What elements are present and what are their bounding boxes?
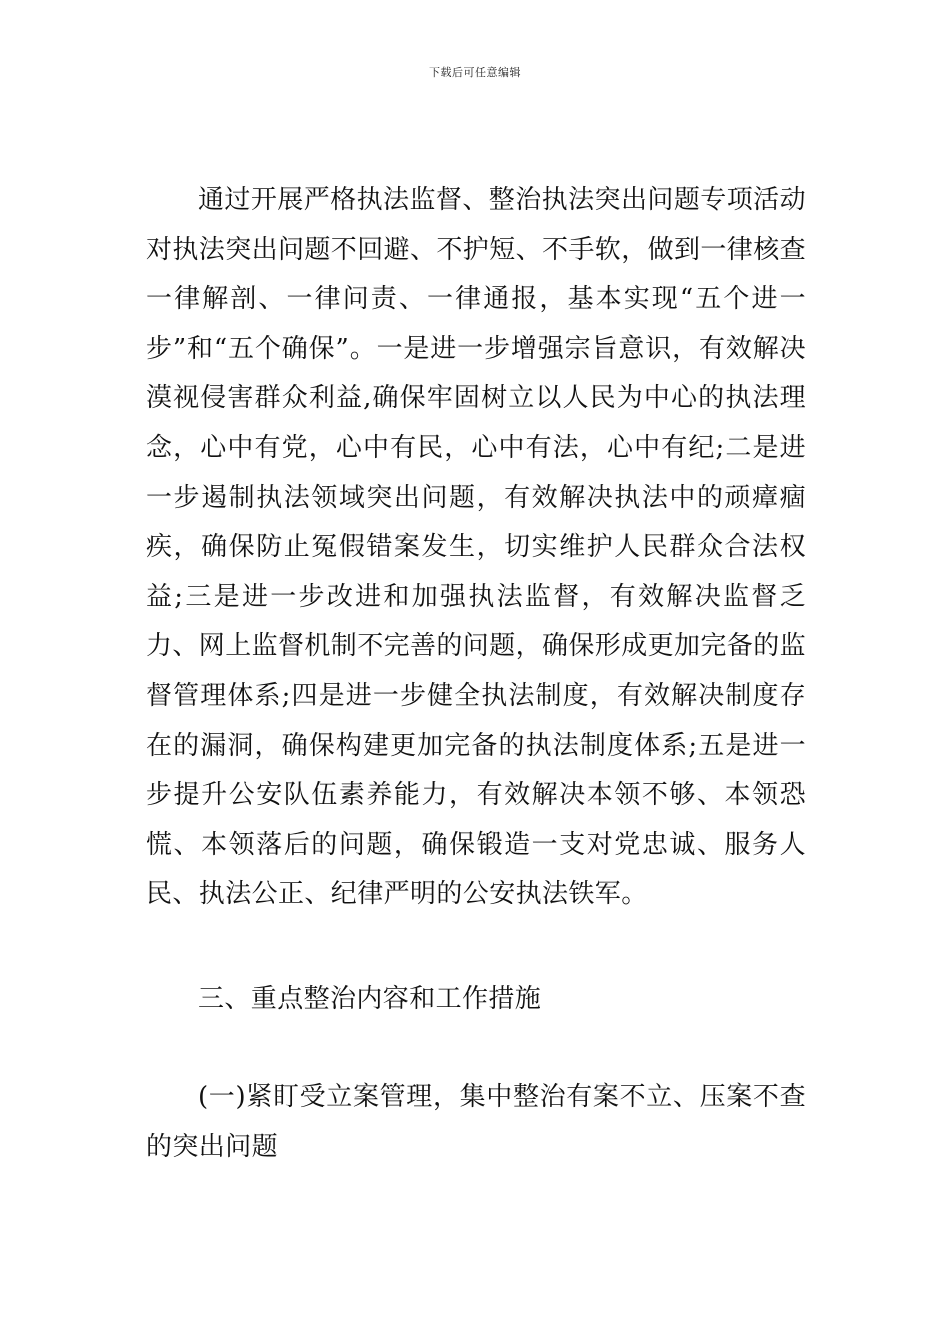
subsection-heading: (一)紧盯受立案管理，集中整治有案不立、压案不查的突出问题 — [146, 1082, 806, 1162]
page-header-note: 下载后可任意编辑 — [429, 66, 521, 79]
body-paragraph: 通过开展严格执法监督、整治执法突出问题专项活动对执法突出问题不回避、不护短、不手软，做到一律核查一律解剖、一律问责、一律通报，基本实现“五个进一步”和“五个确保”。一是进一步增强宗旨意识，有效解决漠视侵害群众利益,确保牢固树立以人民为中心的执法理念，心中有党，心中有民，心中有法，心中有纪;二是进一步遏制执法领域突出问题，有效解决执法中的顽瘴痼疾，确保防止冤假错案发生，切实维护人民群众合法权益;三是进一步改进和加强执法监督，有效解决监督乏力、网上监督机制不完善的问题，确保形成更加完备的监督管理体系;四是进一步健全执法制度，有效解决制度存在的漏洞，确保构建更加完备的执法制度体系;五是进一步提升公安队伍素养能力，有效解决本领不够、本领恐慌、本领落后的问题，确保锻造一支对党忠诚、服务人民、执法公正、纪律严明的公安执法铁军。 — [146, 185, 807, 910]
section-heading: 三、重点整治内容和工作措施 — [198, 984, 542, 1014]
